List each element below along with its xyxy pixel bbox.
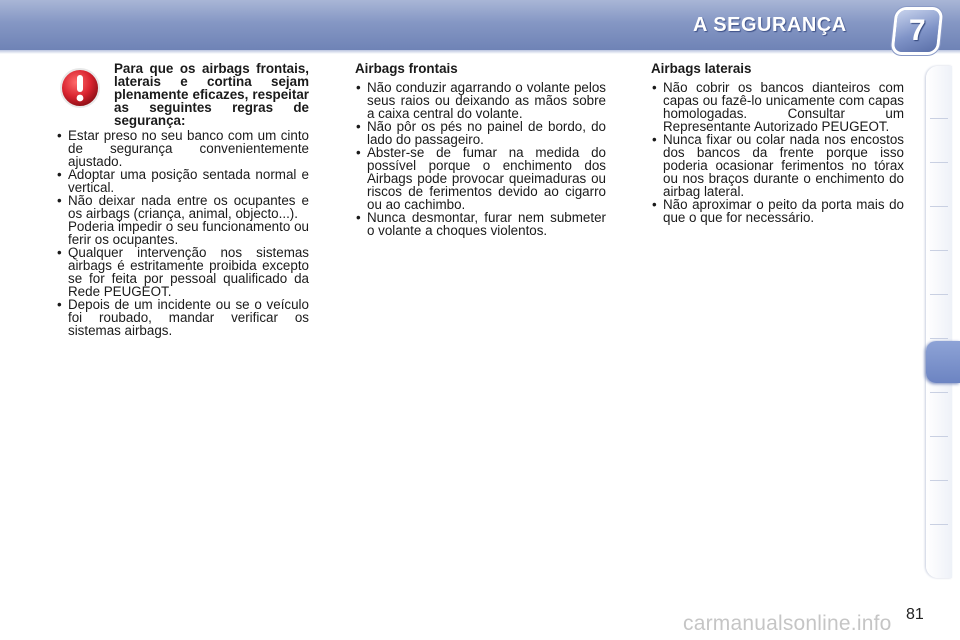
list-item: • Estar preso no seu banco com um cinto de segurança convenientemente ajustado. (56, 129, 309, 168)
safety-rules-list (56, 129, 309, 337)
list-item: • Nunca desmontar, furar nem submeter o volante a choques violentos. (355, 211, 606, 237)
side-tab-divider (930, 118, 948, 119)
middle-column (355, 62, 606, 237)
side-tab-divider (930, 338, 948, 339)
side-tab-divider (930, 294, 948, 295)
list-item: • Qualquer intervenção nos sistemas airbags é estritamente proibida excepto se for feita por pessoal qualificado da Rede PEUGEOT. (56, 246, 309, 298)
chapter-badge (894, 10, 940, 52)
side-tab-divider (930, 206, 948, 207)
warning-icon (58, 66, 102, 110)
list-item: • Não conduzir agarrando o volante pelos seus raios ou deixando as mãos sobre a caixa central do volante. (355, 81, 606, 120)
side-tab-divider (930, 436, 948, 437)
list-item: • Não deixar nada entre os ocupantes e os airbags (criança, animal, objecto...). (56, 194, 309, 220)
section-title-side-airbags: Airbags laterais (651, 61, 752, 76)
warning-text: Para que os airbags frontais, laterais e cortina sejam plenamente eficazes, respeitar as seguintes regras de segurança: (114, 61, 309, 128)
right-column (651, 62, 904, 224)
chapter-number: 7 (908, 14, 926, 47)
list-item: • Nunca fixar ou colar nada nos encostos dos bancos da frente porque isso poderia ocasionar ferimentos no tórax ou nos braços durante o enchimento do airbag lateral. (651, 133, 904, 198)
section-title-front-airbags: Airbags frontais (355, 61, 458, 76)
side-tab-chapter-7[interactable] (926, 341, 960, 383)
list-item: • Abster-se de fumar na medida do possível porque o enchimento dos Airbags pode provocar queimaduras ou riscos de ferimentos devido ao cigarro ou ao cachimbo. (355, 146, 606, 211)
side-tab-divider (930, 162, 948, 163)
list-item: • Não aproximar o peito da porta mais do que o que for necessário. (651, 198, 904, 224)
watermark: carmanualsonline.info (683, 612, 892, 635)
left-column (56, 62, 309, 337)
list-item: • Depois de um incidente ou se o veículo foi roubado, mandar verificar os sistemas airbags. (56, 298, 309, 337)
list-item-continuation: Poderia impedir o seu funcionamento ou ferir os ocupantes. (68, 219, 309, 247)
front-airbags-list (355, 81, 606, 237)
warning-block (56, 62, 309, 127)
page-number: 81 (906, 606, 924, 623)
chapter-title: A SEGURANÇA (693, 14, 847, 36)
side-tab-divider (930, 480, 948, 481)
side-tab-strip (926, 66, 952, 578)
list-item: • Não cobrir os bancos dianteiros com capas ou fazê-lo unicamente com capas homologadas. Consultar um Representante Autorizado PEUGEOT. (651, 81, 904, 133)
side-tab-divider (930, 392, 948, 393)
side-tab-divider (930, 250, 948, 251)
list-item: • Não pôr os pés no painel de bordo, do lado do passageiro. (355, 120, 606, 146)
list-item: • Adoptar uma posição sentada normal e vertical. (56, 168, 309, 194)
side-tab-divider (930, 524, 948, 525)
side-airbags-list (651, 81, 904, 224)
